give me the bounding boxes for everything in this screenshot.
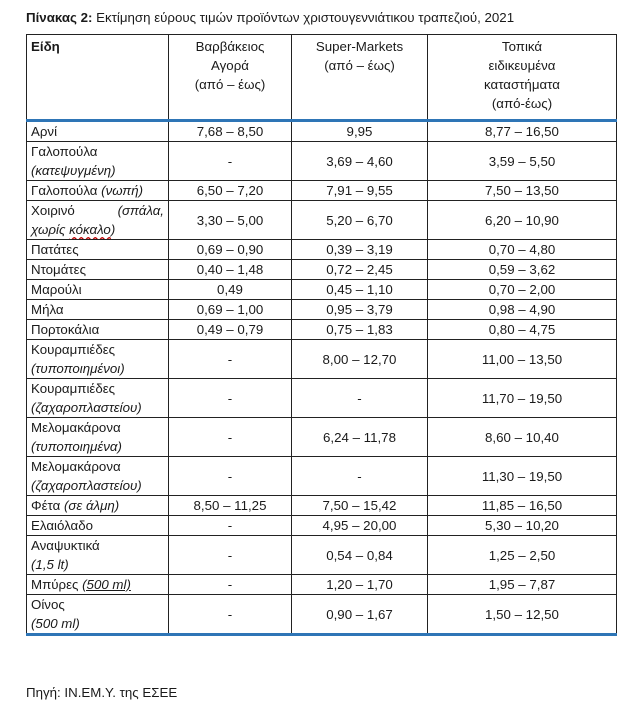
header-supermarkets: Super-Markets (από – έως) xyxy=(292,35,428,121)
item-name: Μελομακάρονα (τυποποιημένα) xyxy=(27,418,169,457)
varvakeios-price: - xyxy=(169,536,292,575)
table-row xyxy=(27,418,617,457)
item-name: Κουραμπιέδες (τυποποιημένοι) xyxy=(27,340,169,379)
varvakeios-price: 0,40 – 1,48 xyxy=(169,260,292,280)
local-shop-price: 8,60 – 10,40 xyxy=(428,418,617,457)
varvakeios-price: - xyxy=(169,516,292,536)
header-local-shops: Τοπικά ειδικευμένα καταστήματα (από-έως) xyxy=(428,35,617,121)
local-shop-price: 0,70 – 4,80 xyxy=(428,240,617,260)
varvakeios-price: 0,69 – 0,90 xyxy=(169,240,292,260)
table-row xyxy=(27,516,617,536)
table-row xyxy=(27,379,617,418)
table-row xyxy=(27,457,617,496)
item-name: Μπύρες (500 ml) xyxy=(27,575,169,595)
table-row xyxy=(27,300,617,320)
table-row xyxy=(27,340,617,379)
local-shop-price: 3,59 – 5,50 xyxy=(428,142,617,181)
varvakeios-price: - xyxy=(169,595,292,635)
table-row xyxy=(27,121,617,142)
table-row xyxy=(27,575,617,595)
varvakeios-price: 8,50 – 11,25 xyxy=(169,496,292,516)
table-row xyxy=(27,142,617,181)
varvakeios-price: 0,49 – 0,79 xyxy=(169,320,292,340)
varvakeios-price: 3,30 – 5,00 xyxy=(169,201,292,240)
supermarket-price: 4,95 – 20,00 xyxy=(292,516,428,536)
supermarket-price: 0,54 – 0,84 xyxy=(292,536,428,575)
table-row xyxy=(27,496,617,516)
item-name: Ελαιόλαδο xyxy=(27,516,169,536)
supermarket-price: 6,24 – 11,78 xyxy=(292,418,428,457)
item-name: Μελομακάρονα (ζαχαροπλαστείου) xyxy=(27,457,169,496)
varvakeios-price: - xyxy=(169,575,292,595)
supermarket-price: 0,45 – 1,10 xyxy=(292,280,428,300)
supermarket-price: 0,90 – 1,67 xyxy=(292,595,428,635)
table-caption xyxy=(26,9,626,27)
item-name: Γαλοπούλα (νωπή) xyxy=(27,181,169,201)
varvakeios-price: 0,49 xyxy=(169,280,292,300)
item-name: Φέτα (σε άλμη) xyxy=(27,496,169,516)
caption-text: Εκτίμηση εύρους τιμών προϊόντων χριστουγεννιάτικου τραπεζιού, 2021 xyxy=(92,10,515,25)
table-row xyxy=(27,181,617,201)
item-name: Κουραμπιέδες (ζαχαροπλαστείου) xyxy=(27,379,169,418)
supermarket-price: - xyxy=(292,457,428,496)
supermarket-price: 0,75 – 1,83 xyxy=(292,320,428,340)
item-name: Χοιρινό (σπάλα, χωρίς κόκαλο) xyxy=(27,201,169,240)
supermarket-price: 7,50 – 15,42 xyxy=(292,496,428,516)
table-row xyxy=(27,536,617,575)
local-shop-price: 0,98 – 4,90 xyxy=(428,300,617,320)
header-items: Είδη xyxy=(27,35,169,121)
varvakeios-price: - xyxy=(169,142,292,181)
supermarket-price: 1,20 – 1,70 xyxy=(292,575,428,595)
local-shop-price: 1,95 – 7,87 xyxy=(428,575,617,595)
local-shop-price: 11,30 – 19,50 xyxy=(428,457,617,496)
varvakeios-price: - xyxy=(169,340,292,379)
supermarket-price: 8,00 – 12,70 xyxy=(292,340,428,379)
price-range-table xyxy=(26,34,617,636)
varvakeios-price: - xyxy=(169,418,292,457)
item-name: Γαλοπούλα (κατεψυγμένη) xyxy=(27,142,169,181)
local-shop-price: 0,80 – 4,75 xyxy=(428,320,617,340)
varvakeios-price: - xyxy=(169,379,292,418)
supermarket-price: 3,69 – 4,60 xyxy=(292,142,428,181)
varvakeios-price: - xyxy=(169,457,292,496)
table-row xyxy=(27,240,617,260)
table-row xyxy=(27,201,617,240)
local-shop-price: 11,70 – 19,50 xyxy=(428,379,617,418)
item-name: Μαρούλι xyxy=(27,280,169,300)
item-name: Μήλα xyxy=(27,300,169,320)
item-name: Αρνί xyxy=(27,121,169,142)
varvakeios-price: 0,69 – 1,00 xyxy=(169,300,292,320)
supermarket-price: 5,20 – 6,70 xyxy=(292,201,428,240)
item-name: Αναψυκτικά (1,5 lt) xyxy=(27,536,169,575)
source-note: Πηγή: ΙΝ.ΕΜ.Υ. της ΕΣΕΕ xyxy=(26,685,178,700)
varvakeios-price: 6,50 – 7,20 xyxy=(169,181,292,201)
supermarket-price: 0,95 – 3,79 xyxy=(292,300,428,320)
supermarket-price: 7,91 – 9,55 xyxy=(292,181,428,201)
table-row xyxy=(27,280,617,300)
header-varvakeios: Βαρβάκειος Αγορά (από – έως) xyxy=(169,35,292,121)
caption-label: Πίνακας 2: xyxy=(26,10,93,25)
local-shop-price: 0,70 – 2,00 xyxy=(428,280,617,300)
varvakeios-price: 7,68 – 8,50 xyxy=(169,121,292,142)
local-shop-price: 1,25 – 2,50 xyxy=(428,536,617,575)
local-shop-price: 5,30 – 10,20 xyxy=(428,516,617,536)
header-row xyxy=(27,35,617,121)
local-shop-price: 7,50 – 13,50 xyxy=(428,181,617,201)
supermarket-price: 9,95 xyxy=(292,121,428,142)
item-name: Οίνος (500 ml) xyxy=(27,595,169,635)
supermarket-price: - xyxy=(292,379,428,418)
item-name: Πορτοκάλια xyxy=(27,320,169,340)
table-row xyxy=(27,595,617,635)
item-name: Πατάτες xyxy=(27,240,169,260)
table-row xyxy=(27,260,617,280)
supermarket-price: 0,72 – 2,45 xyxy=(292,260,428,280)
local-shop-price: 0,59 – 3,62 xyxy=(428,260,617,280)
item-name: Ντομάτες xyxy=(27,260,169,280)
local-shop-price: 8,77 – 16,50 xyxy=(428,121,617,142)
supermarket-price: 0,39 – 3,19 xyxy=(292,240,428,260)
local-shop-price: 6,20 – 10,90 xyxy=(428,201,617,240)
local-shop-price: 11,00 – 13,50 xyxy=(428,340,617,379)
local-shop-price: 1,50 – 12,50 xyxy=(428,595,617,635)
table-row xyxy=(27,320,617,340)
local-shop-price: 11,85 – 16,50 xyxy=(428,496,617,516)
